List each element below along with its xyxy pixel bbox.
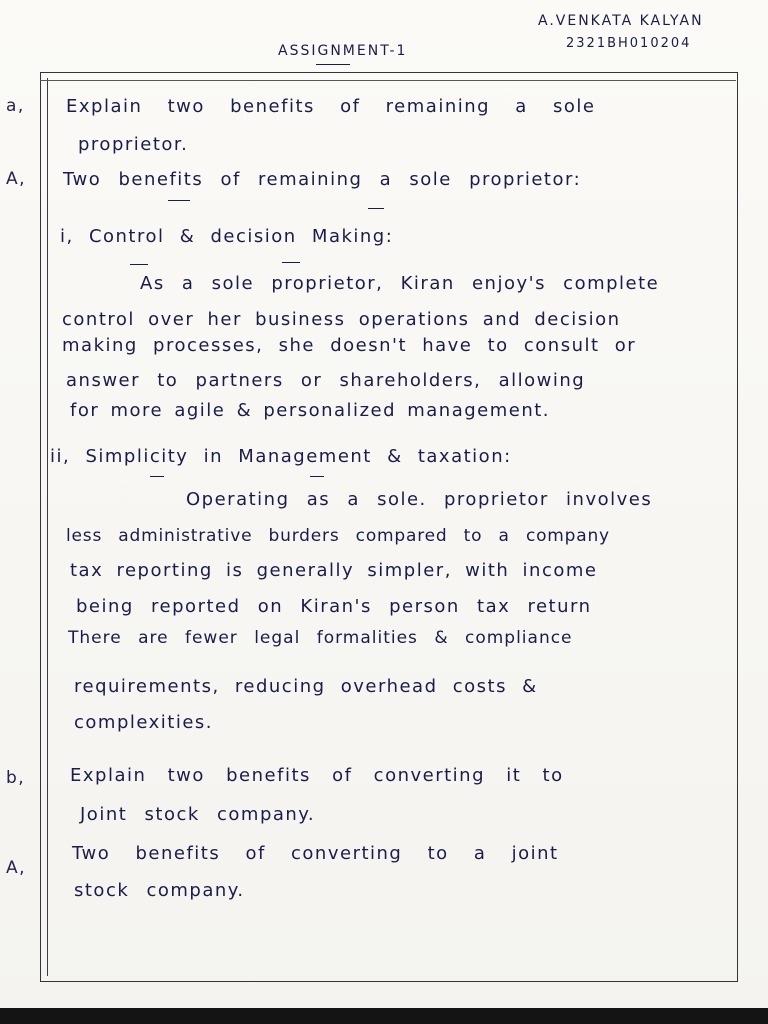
point-1-underline xyxy=(282,262,300,263)
paragraph-1-line-2: control over her business operations and decision xyxy=(62,309,621,330)
answer-a-mark: A, xyxy=(6,169,27,189)
question-a-mark: a, xyxy=(6,96,25,116)
roll-number: 2321BH010204 xyxy=(566,36,692,51)
paragraph-2-line-2: less administrative burders compared to a company xyxy=(66,526,610,546)
paragraph-1-line-5: for more agile & personalized management. xyxy=(70,400,551,421)
paragraph-1-line-4: answer to partners or shareholders, allowing xyxy=(66,370,586,391)
paragraph-2-line-5: There are fewer legal formalities & compliance xyxy=(68,628,573,648)
heading-underline xyxy=(368,208,384,209)
top-rule xyxy=(40,80,736,81)
question-a-line-1: Explain two benefits of remaining a sole xyxy=(66,96,596,117)
heading-underline xyxy=(168,200,190,201)
student-name: A.VENKATA KALYAN xyxy=(538,13,704,29)
question-b-mark: b, xyxy=(6,768,26,788)
paragraph-1-line-1: As a sole proprietor, Kiran enjoy's complete xyxy=(140,273,660,294)
answer-b-line-2: stock company. xyxy=(74,880,245,901)
answer-a-heading: Two benefits of remaining a sole proprietor: xyxy=(63,169,582,190)
point-1-heading: i, Control & decision Making: xyxy=(60,226,394,247)
question-a-line-2: proprietor. xyxy=(78,134,189,155)
paragraph-2-line-3: tax reporting is generally simpler, with income xyxy=(70,560,598,581)
question-b-line-1: Explain two benefits of converting it to xyxy=(70,765,564,786)
bottom-edge-shadow xyxy=(0,1008,768,1024)
answer-b-line-1: Two benefits of converting to a joint xyxy=(72,843,559,864)
point-1-underline xyxy=(130,264,148,265)
assignment-title: ASSIGNMENT-1 xyxy=(278,43,408,59)
title-underline xyxy=(316,64,350,65)
paragraph-2-line-1: Operating as a sole. proprietor involves xyxy=(186,489,653,510)
paragraph-2-line-6: requirements, reducing overhead costs & xyxy=(74,676,538,697)
paragraph-1-line-3: making processes, she doesn't have to consult or xyxy=(62,335,637,356)
margin-line xyxy=(47,78,48,976)
question-b-line-2: Joint stock company. xyxy=(80,804,316,825)
point-2-underline xyxy=(310,476,324,477)
point-2-underline xyxy=(150,476,164,477)
answer-b-mark: A, xyxy=(6,858,27,878)
paragraph-2-line-4: being reported on Kiran's person tax return xyxy=(76,596,592,617)
paragraph-2-line-7: complexities. xyxy=(74,712,214,733)
point-2-heading: ii, Simplicity in Management & taxation: xyxy=(50,446,512,467)
